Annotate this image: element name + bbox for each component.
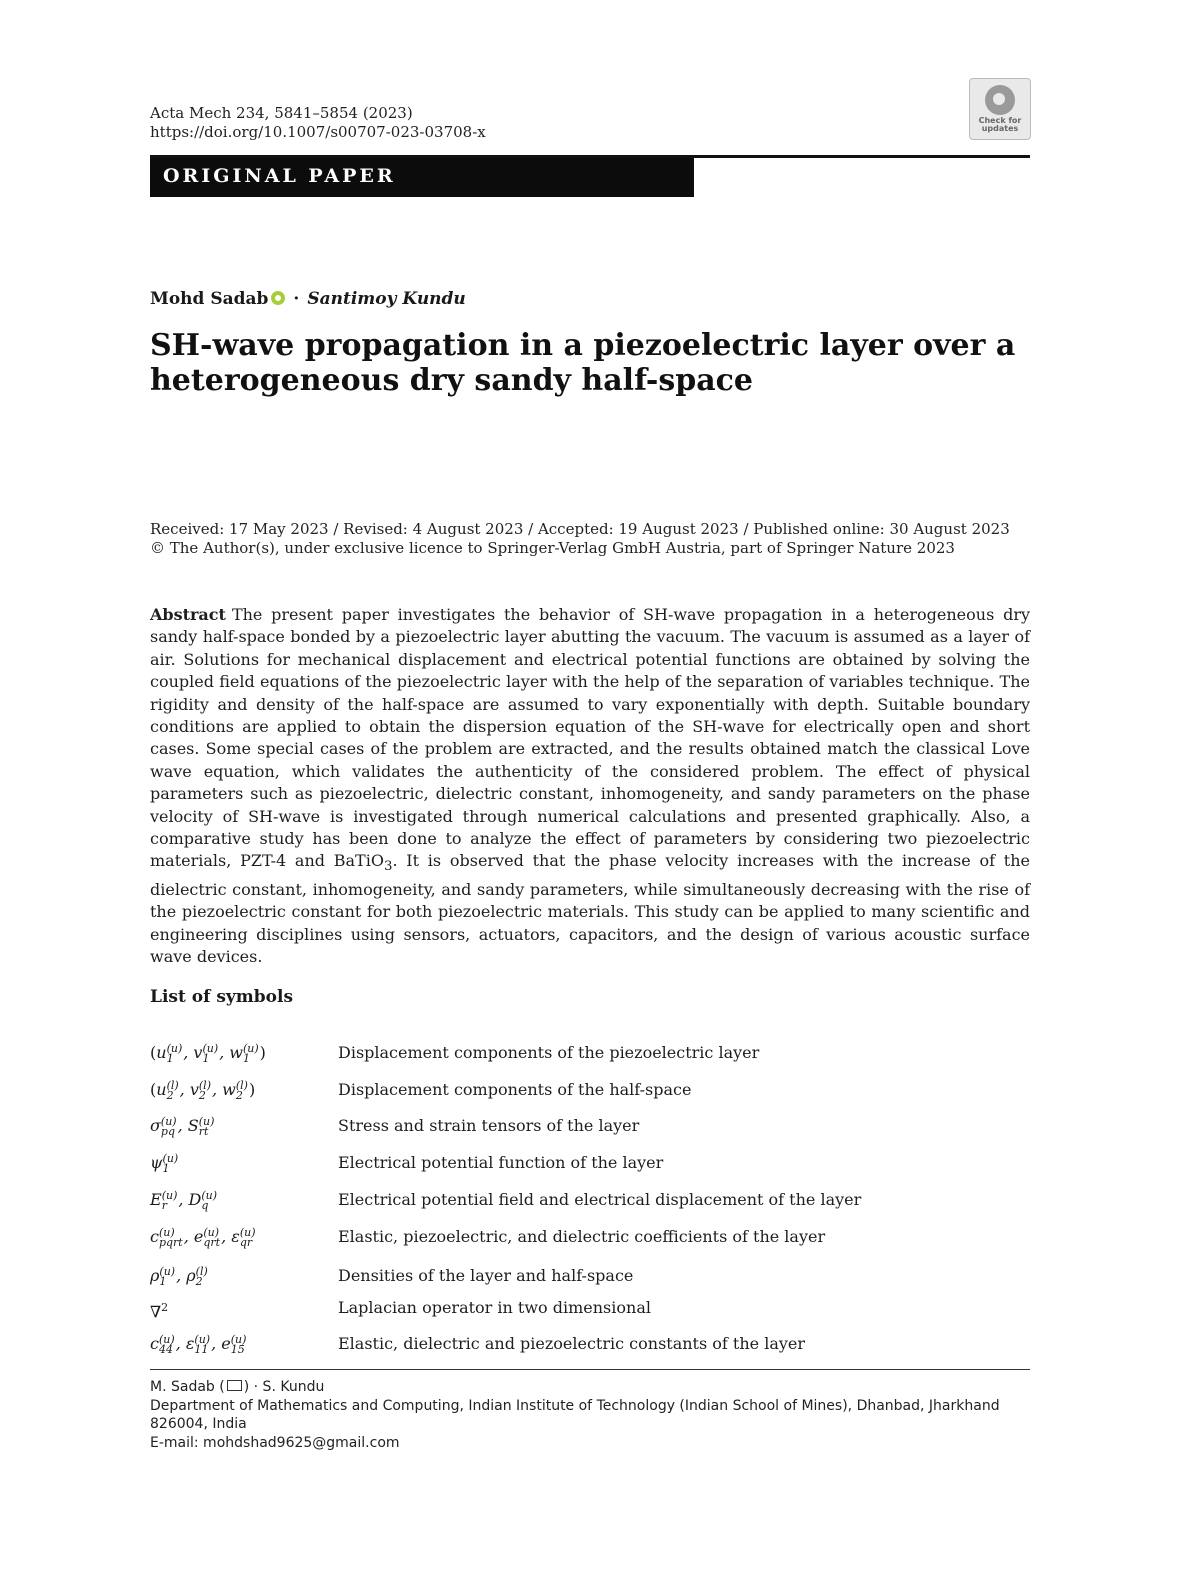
author-separator: ·	[293, 289, 300, 309]
journal-citation	[150, 104, 486, 142]
symbols-heading: List of symbols	[150, 987, 294, 1007]
symbol-description: Elastic, dielectric and piezoelectric constants of the layer	[338, 1334, 806, 1353]
abstract	[150, 604, 1030, 969]
abstract-text: The present paper investigates the behavior of SH-wave propagation in a heterogeneous dry sandy half-space bonded by a piezoelectric layer abutting the vacuum. The vacuum is assumed as a layer of air. Solutions for mechanical displacement and electrical potential functions are obtained by solving the coupled field equations of the piezoelectric layer with the help of the separation of variables technique. The rigidity and density of the half-space are assumed to vary exponentially with depth. Suitable boundary conditions are applied to obtain the dispersion equation of the SH-wave for electrically open and short cases. Some special cases of the problem are extracted, and the results obtained match the classical Love wave equation, which validates the authenticity of the considered problem. The effect of physical parameters such as piezoelectric, dielectric constant, inhomogeneity, and sandy parameters on the phase velocity of SH-wave is investigated through numerical calculations and presented graphically. Also, a comparative study has been done to analyze the effect of parameters by considering two piezoelectric materials, PZT-4 and BaTiO	[150, 605, 1030, 871]
paper-title: SH-wave propagation in a piezoelectric layer over a heterogeneous dry sandy half-space	[150, 328, 1016, 398]
symbol-coefficients: c (u) pqrt , e (u) qrt , ε (u) qr	[150, 1225, 256, 1249]
author-line	[150, 288, 466, 310]
author-name[interactable]: Mohd Sadab	[150, 289, 269, 309]
section-label: ORIGINAL PAPER	[163, 165, 396, 187]
symbol-displacement-layer: (u (u) 1 , v (u) 1 , w (u) 1 )	[150, 1041, 266, 1065]
check-for-updates-badge[interactable]	[969, 78, 1031, 140]
symbol-description: Elastic, piezoelectric, and dielectric coefficients of the layer	[338, 1227, 826, 1246]
orcid-icon[interactable]	[271, 291, 285, 305]
abstract-heading: Abstract	[150, 605, 226, 624]
journal-line: Acta Mech 234, 5841–5854 (2023)	[150, 104, 413, 122]
doi-link[interactable]: https://doi.org/10.1007/s00707-023-03708-x	[150, 123, 486, 141]
affiliation-footnote	[150, 1378, 1030, 1452]
department-line: Department of Mathematics and Computing, Indian Institute of Technology (Indian School of Mines), Dhanbad, Jharkhand	[150, 1397, 1000, 1414]
symbol-constants: c (u) 44 , ε (u) 11 , e (u) 15	[150, 1332, 247, 1356]
symbol-laplacian: ∇$^2$	[150, 1301, 169, 1322]
author-name[interactable]: Santimoy Kundu	[307, 289, 466, 309]
symbol-description: Densities of the layer and half-space	[338, 1266, 634, 1285]
badge-label: Check for updates	[978, 116, 1022, 133]
footnote-rule	[150, 1369, 1030, 1370]
abstract-subscript: 3	[383, 859, 393, 875]
symbol-field-displacement: E (u) r , D (u) q	[150, 1188, 218, 1212]
email-line[interactable]: E-mail: mohdshad9625@gmail.com	[150, 1434, 400, 1451]
symbol-description: Electrical potential field and electrical displacement of the layer	[338, 1190, 862, 1209]
symbol-stress-strain: σ (u) pq , S (u) rt	[150, 1114, 215, 1138]
abstract-text-end: . It is observed that the phase velocity increases with the increase of the dielectric constant, inhomogeneity, and sandy parameters, while simultaneously decreasing with the rise of the piezoelectric constant for both piezoelectric materials. This study can be applied to many scientific and engineering disciplines using sensors, actuators, capacitors, and the design of various acoustic surface wave devices.	[150, 851, 1031, 967]
symbol-densities: ρ (u) 1 , ρ (l) 2	[150, 1264, 208, 1288]
mail-icon[interactable]	[227, 1380, 242, 1391]
symbol-description: Electrical potential function of the layer	[338, 1153, 664, 1172]
check-updates-icon	[985, 85, 1015, 115]
symbol-description: Laplacian operator in two dimensional	[338, 1298, 651, 1317]
symbol-description: Displacement components of the half-space	[338, 1080, 692, 1099]
history-line: Received: 17 May 2023 / Revised: 4 August 2023 / Accepted: 19 August 2023 / Published online: 30 August 2023	[150, 520, 1010, 538]
symbol-description: Displacement components of the piezoelectric layer	[338, 1043, 760, 1062]
copyright-line: © The Author(s), under exclusive licence to Springer-Verlag GmbH Austria, part of Springer Nature 2023	[150, 539, 955, 557]
department-line-2: 826004, India	[150, 1416, 247, 1432]
publication-dates	[150, 520, 1010, 558]
symbol-description: Stress and strain tensors of the layer	[338, 1116, 640, 1135]
author-names: M. Sadab ( ) · S. Kundu	[150, 1379, 325, 1395]
symbol-potential: ψ (u) 1	[150, 1151, 179, 1175]
symbol-displacement-halfspace: (u (l) 2 , v (l) 2 , w (l) 2 )	[150, 1078, 256, 1102]
